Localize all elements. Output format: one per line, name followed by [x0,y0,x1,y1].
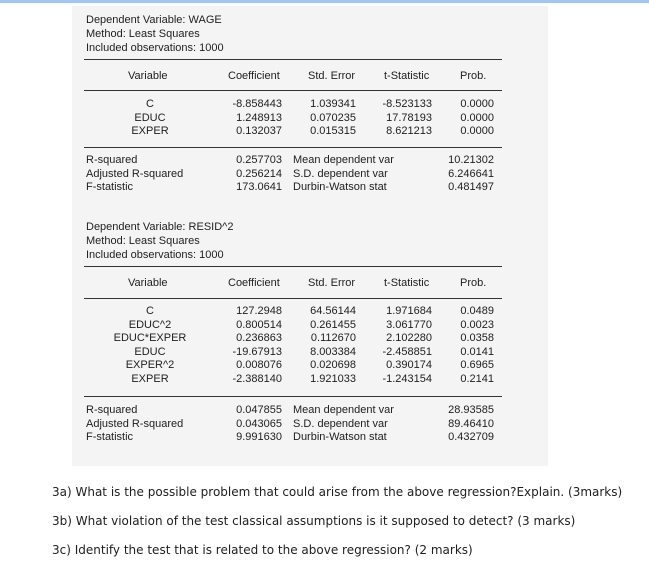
stat-value: 89.46410 [448,417,494,430]
table-cell: 1.039341 [310,98,356,110]
stat-value: 0.257703 [236,154,282,166]
table-cell: 0.0000 [460,111,494,124]
table1-col-std-error: Std. Error [308,70,356,82]
stat-value: 6.246641 [448,167,494,180]
stat-label: Durbin-Watson stat [293,181,387,193]
table-cell: -1.243154 [382,372,432,385]
table-cell: EDUC^2 [128,318,172,331]
table2-col-std-error: Std. Error [308,277,356,289]
regression-output-panel [72,6,548,466]
table-cell: 0.070235 [310,111,356,124]
table-cell: C [146,98,154,110]
table1-col-variable: Variable [128,70,168,82]
table1-stat-labels-right [293,154,413,195]
table-cell: 1.971684 [386,305,432,317]
table1-col-prob: Prob. [460,70,487,82]
table-cell: -2.388140 [232,372,282,385]
table-cell: -8.523133 [382,98,432,110]
question-3b: 3b) What violation of the test classical assumptions is it supposed to detect? (3 marks) [52,514,576,528]
table1-std-error-column [294,98,356,139]
stat-value: 10.21302 [448,154,494,166]
table1-col-coefficient: Coefficient [228,70,280,82]
table2-t-statistic-column [370,305,432,386]
table-cell: 0.0000 [460,98,494,110]
table1-t-statistic-column [370,98,432,139]
table-cell: 0.015315 [310,125,356,137]
table-cell: 0.261455 [310,318,356,331]
stat-value: 0.481497 [448,181,494,193]
stat-value: 173.0641 [236,181,282,193]
table-cell: -2.458851 [382,345,432,358]
table-cell: 0.2141 [460,372,494,385]
table-cell: 0.236863 [236,332,282,344]
table-cell: 2.102280 [386,332,432,344]
table-cell: EXPER [131,125,169,137]
table2-top-rule [84,266,502,267]
table-cell: 8.003384 [310,345,356,358]
stat-label: Mean dependent var [293,404,394,416]
table2-stat-values [218,404,282,445]
question-3a: 3a) What is the possible problem that could arise from the above regression?Explain. (3marks) [52,485,623,499]
table1-body-rule [84,147,502,148]
table-cell: 1.921033 [310,372,356,385]
table1-variable-column [102,98,198,139]
table-cell: EXPER^2 [125,359,175,371]
table2-coefficient-column [218,305,282,386]
table2-stat-labels-right [293,404,413,445]
table-cell: EXPER [131,372,169,385]
stat-label: Adjusted R-squared [86,167,184,180]
table2-variable-column [102,305,198,386]
table2-observations: Included observations: 1000 [86,249,224,261]
stat-value: 0.432709 [448,431,494,443]
stat-label: F-statistic [86,431,134,443]
table2-col-coefficient: Coefficient [228,277,280,289]
table-cell: 0.0023 [460,318,494,331]
stat-value: 0.047855 [236,404,282,416]
table1-coefficient-column [218,98,282,139]
table-cell: -8.858443 [232,98,282,110]
stat-label: R-squared [86,154,138,166]
table-cell: -19.67913 [232,345,282,358]
table1-dependent-variable: Dependent Variable: WAGE [86,14,222,26]
table1-method: Method: Least Squares [86,28,200,40]
table2-header-rule [84,298,502,299]
stat-label: F-statistic [86,181,134,193]
table-cell: 0.0358 [460,332,494,344]
table-cell: 0.132037 [236,125,282,137]
stat-value: 9.991630 [236,431,282,443]
stat-value: 28.93585 [448,404,494,416]
table-cell: 127.2948 [236,305,282,317]
table-cell: 0.6965 [460,359,494,371]
table-cell: 0.0489 [460,305,494,317]
table-cell: 3.061770 [386,318,432,331]
table2-std-error-column [294,305,356,386]
table-cell: 64.56144 [310,305,356,317]
table-cell: EDUC*EXPER [113,332,187,344]
table-cell: EDUC [134,111,166,124]
table1-stat-labels [86,154,206,195]
table-cell: 8.621213 [386,125,432,137]
table2-body-rule [84,396,502,397]
table1-stat-values [218,154,282,195]
table2-stat-values-right [436,404,494,445]
table1-top-rule [84,59,502,60]
stat-value: 0.043065 [236,417,282,430]
table-cell: 17.78193 [386,111,432,124]
table2-col-prob: Prob. [460,277,487,289]
table-cell: 0.0141 [460,345,494,358]
top-accent-bar [0,0,649,3]
stat-label: S.D. dependent var [293,417,388,430]
table2-prob-column [448,305,494,386]
question-3c: 3c) Identify the test that is related to the above regression? (2 marks) [52,543,473,557]
table-cell: 1.248913 [236,111,282,124]
stat-label: Mean dependent var [293,154,394,166]
table-cell: C [146,305,154,317]
table1-col-t-statistic: t-Statistic [384,70,430,82]
table-cell: 0.800514 [236,318,282,331]
table-cell: 0.0000 [460,125,494,137]
stat-label: R-squared [86,404,138,416]
table-cell: 0.390174 [386,359,432,371]
stat-value: 0.256214 [236,167,282,180]
stat-label: S.D. dependent var [293,167,388,180]
table2-method: Method: Least Squares [86,235,200,247]
table-cell: 0.112670 [310,332,356,344]
table1-stat-values-right [436,154,494,195]
table1-prob-column [448,98,494,139]
table2-dependent-variable: Dependent Variable: RESID^2 [86,221,234,233]
table1-observations: Included observations: 1000 [86,42,224,54]
table-cell: 0.020698 [310,359,356,371]
table-cell: 0.008076 [236,359,282,371]
table1-header-rule [84,90,502,91]
table2-col-t-statistic: t-Statistic [384,277,430,289]
table2-col-variable: Variable [128,277,168,289]
stat-label: Durbin-Watson stat [293,431,387,443]
table-cell: EDUC [134,345,166,358]
stat-label: Adjusted R-squared [86,417,184,430]
table2-stat-labels [86,404,206,445]
